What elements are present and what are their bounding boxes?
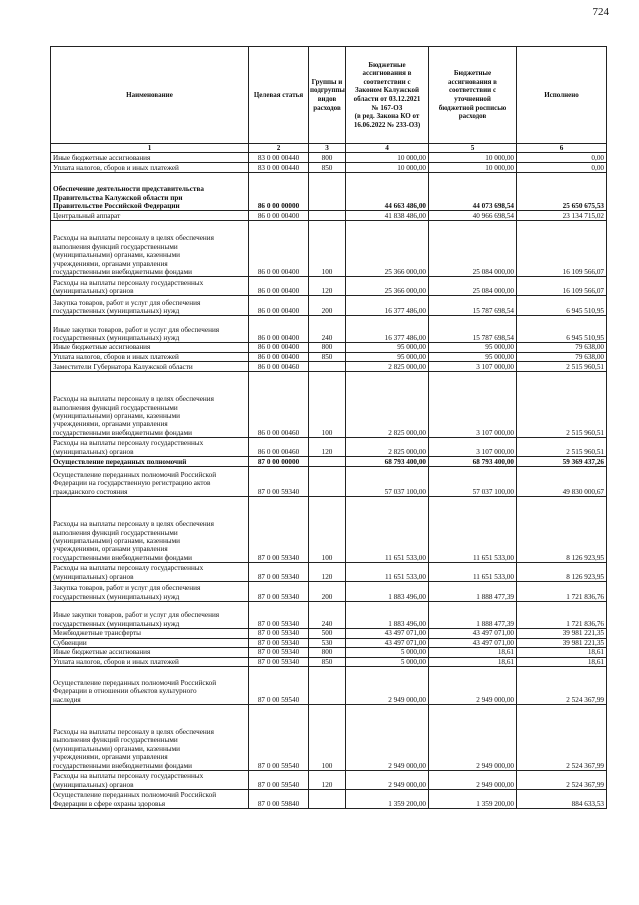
row-name-line: Обеспечение деятельности представительства [53,185,204,194]
row-name-line: Заместители Губернатора Калужской области [53,362,193,371]
table-body [51,144,607,809]
revised-amount-cell: 44 073 698,54 [429,173,517,211]
table-row [51,629,607,638]
header-target-article [249,47,309,144]
row-name-cell [51,457,249,467]
header-line: подгруппы [310,86,345,95]
row-name-line: Осуществление переданных полномочий [53,457,187,466]
approved-amount-cell: 1 883 496,00 [346,582,429,602]
row-name-cell [51,221,249,277]
row-name-line: государственных (муниципальных) нужд [53,619,180,628]
executed-amount-cell: 39 981 221,35 [517,629,607,638]
expense-group-cell: 240 [309,316,346,343]
expense-group-cell [309,211,346,221]
executed-amount-cell: 1 721 836,76 [517,582,607,602]
header-line: Исполнено [544,90,579,99]
row-name-line: государственных (муниципальных) нужд [53,307,180,315]
row-name-line: Уплата налогов, сборов и иных платежей [53,164,179,172]
row-name-line: Расходы на выплаты персоналу государственных [53,439,204,448]
row-name-line: Расходы на выплаты персоналу в целях обеспечения [53,520,214,529]
approved-amount-cell: 1 883 496,00 [346,602,429,629]
target-article-cell: 86 0 00 00400 [249,277,309,296]
row-name-cell [51,153,249,163]
approved-amount-cell: 10 000,00 [346,153,429,163]
row-name-line: государственными внебюджетными фондами [53,268,192,276]
row-name-line: (муниципальными) органами, казенными [53,412,181,420]
page-number: 724 [592,6,609,18]
expense-group-cell: 100 [309,705,346,771]
row-name-line: выполнения функций государственными [53,403,178,412]
revised-amount-cell: 1 888 477,39 [429,602,517,629]
row-name-line: государственных (муниципальных) нужд [53,592,180,601]
column-number: 5 [429,144,517,153]
executed-amount-cell: 16 109 566,07 [517,277,607,296]
executed-amount-cell: 2 515 960,51 [517,362,607,372]
approved-amount-cell: 2 825 000,00 [346,438,429,457]
revised-amount-cell: 10 000,00 [429,163,517,173]
row-name-line: Правительства Калужской области при [53,193,183,202]
column-number: 3 [309,144,346,153]
approved-amount-cell: 16 377 486,00 [346,296,429,316]
row-name-cell [51,705,249,771]
header-executed [517,47,607,144]
row-name-line: государственных (муниципальных) нужд [53,334,180,342]
approved-amount-cell: 2 949 000,00 [346,667,429,705]
approved-amount-cell: 5 000,00 [346,657,429,666]
row-name-line: Закупка товаров, работ и услуг для обеспечения [53,298,201,307]
column-number: 1 [51,144,249,153]
header-line: ассигнования в [362,69,412,78]
row-name-line: учреждениями, органами управления [53,545,168,554]
approved-amount-cell: 25 366 000,00 [346,277,429,296]
expense-group-cell: 800 [309,648,346,657]
row-name-cell [51,657,249,666]
expense-group-cell [309,667,346,705]
row-name-line: Расходы на выплаты персоналу в целях обеспечения [53,395,214,404]
expense-group-cell: 100 [309,497,346,563]
row-name-line: выполнения функций государственными [53,736,178,745]
row-name-cell [51,467,249,497]
revised-amount-cell: 2 949 000,00 [429,771,517,790]
approved-amount-cell: 95 000,00 [346,343,429,352]
row-name-cell [51,771,249,790]
approved-amount-cell: 95 000,00 [346,352,429,361]
row-name-cell [51,372,249,438]
executed-amount-cell: 1 721 836,76 [517,602,607,629]
row-name-cell [51,296,249,316]
executed-amount-cell: 2 515 960,51 [517,372,607,438]
header-row [51,47,607,144]
table-row [51,497,607,563]
revised-amount-cell: 1 888 477,39 [429,582,517,602]
row-name-line: Иные закупки товаров, работ и услуг для обеспечения [53,325,220,334]
target-article-cell: 86 0 00 00460 [249,438,309,457]
row-name-line: наследия [53,695,81,704]
target-article-cell: 87 0 00 59340 [249,629,309,638]
executed-amount-cell: 884 633,53 [517,790,607,809]
executed-amount-cell: 8 126 923,95 [517,563,607,582]
target-article-cell: 86 0 00 00460 [249,362,309,372]
column-number: 6 [517,144,607,153]
table-row [51,362,607,372]
header-approved-budget [346,47,429,144]
table-row [51,221,607,277]
approved-amount-cell: 43 497 071,00 [346,638,429,647]
table-row [51,705,607,771]
executed-amount-cell: 8 126 923,95 [517,497,607,563]
row-name-cell [51,211,249,221]
revised-amount-cell: 25 084 000,00 [429,277,517,296]
row-name-cell [51,629,249,638]
executed-amount-cell: 79 638,00 [517,343,607,352]
target-article-cell: 87 0 00 00000 [249,457,309,467]
row-name-cell [51,648,249,657]
table-row [51,163,607,173]
header-line: Группы и [311,77,343,86]
table-row [51,638,607,647]
header-line: уточненной [454,95,491,103]
expense-group-cell: 240 [309,602,346,629]
target-article-cell: 87 0 00 59340 [249,638,309,647]
row-name-cell [51,602,249,629]
table-row [51,173,607,211]
expense-group-cell: 850 [309,163,346,173]
row-name-line: государственными внебюджетными фондами [53,761,192,770]
header-line: 16.06.2022 № 233-ОЗ) [353,120,421,129]
column-number-row [51,144,607,153]
row-name-line: (муниципальных) органов [53,572,134,581]
expense-group-cell [309,362,346,372]
row-name-cell [51,497,249,563]
approved-amount-cell: 41 838 486,00 [346,211,429,221]
row-name-cell [51,667,249,705]
executed-amount-cell: 2 524 367,99 [517,667,607,705]
row-name-line: Закупка товаров, работ и услуг для обеспечения [53,584,201,593]
row-name-cell [51,163,249,173]
target-article-cell: 86 0 00 00400 [249,316,309,343]
approved-amount-cell: 2 949 000,00 [346,771,429,790]
expense-group-cell: 800 [309,343,346,352]
table-header [51,47,607,144]
target-article-cell: 87 0 00 59540 [249,667,309,705]
revised-amount-cell: 1 359 200,00 [429,790,517,809]
table-row [51,790,607,809]
expense-group-cell [309,790,346,809]
target-article-cell: 86 0 00 00400 [249,296,309,316]
revised-amount-cell: 3 107 000,00 [429,372,517,438]
target-article-cell: 86 0 00 00400 [249,352,309,361]
header-line: Целевая статья [253,90,304,99]
expense-group-cell: 120 [309,277,346,296]
table-row [51,667,607,705]
revised-amount-cell: 15 787 698,54 [429,296,517,316]
row-name-line: Расходы на выплаты персоналу в целях обеспечения [53,234,214,243]
executed-amount-cell: 6 945 510,95 [517,296,607,316]
row-name-line: государственными внебюджетными фондами [53,428,192,437]
target-article-cell: 86 0 00 00400 [249,221,309,277]
table-row [51,563,607,582]
row-name-line: Межбюджетные трансферты [53,629,141,638]
row-name-line: Правительстве Российской Федерации [53,202,180,210]
expense-group-cell: 200 [309,296,346,316]
table-row [51,657,607,666]
row-name-line: Расходы на выплаты персоналу государственных [53,564,204,573]
executed-amount-cell: 25 650 675,53 [517,173,607,211]
row-name-line: Иные закупки товаров, работ и услуг для обеспечения [53,611,220,620]
table-row [51,277,607,296]
table-row [51,771,607,790]
executed-amount-cell: 0,00 [517,163,607,173]
executed-amount-cell: 2 515 960,51 [517,438,607,457]
expense-group-cell [309,467,346,497]
executed-amount-cell: 49 830 000,67 [517,467,607,497]
executed-amount-cell: 0,00 [517,153,607,163]
target-article-cell: 86 0 00 00400 [249,343,309,352]
approved-amount-cell: 1 359 200,00 [346,790,429,809]
revised-amount-cell: 95 000,00 [429,352,517,361]
header-revised-budget [429,47,517,144]
table-row [51,316,607,343]
header-line: соответствии с [363,77,411,86]
approved-amount-cell: 11 651 533,00 [346,563,429,582]
row-name-line: (муниципальных) органов [53,447,134,456]
executed-amount-cell: 2 524 367,99 [517,705,607,771]
executed-amount-cell: 18,61 [517,657,607,666]
revised-amount-cell: 3 107 000,00 [429,438,517,457]
table-row [51,457,607,467]
approved-amount-cell: 5 000,00 [346,648,429,657]
column-number: 2 [249,144,309,153]
approved-amount-cell: 16 377 486,00 [346,316,429,343]
row-name-line: (муниципальными) органами, казенными [53,251,181,260]
row-name-line: Расходы на выплаты персоналу государственных [53,278,204,287]
approved-amount-cell: 2 825 000,00 [346,372,429,438]
target-article-cell: 83 0 00 00440 [249,153,309,163]
row-name-cell [51,343,249,352]
row-name-cell [51,638,249,647]
revised-amount-cell: 43 497 071,00 [429,629,517,638]
target-article-cell: 87 0 00 59340 [249,648,309,657]
table-row [51,211,607,221]
table-row [51,582,607,602]
revised-amount-cell: 18,61 [429,657,517,666]
row-name-line: Расходы на выплаты персоналу государственных [53,772,204,781]
approved-amount-cell: 11 651 533,00 [346,497,429,563]
row-name-line: Иные бюджетные ассигнования [53,648,151,657]
revised-amount-cell: 10 000,00 [429,153,517,163]
approved-amount-cell: 44 663 486,00 [346,173,429,211]
executed-amount-cell: 79 638,00 [517,352,607,361]
revised-amount-cell: 2 949 000,00 [429,705,517,771]
row-name-line: Федерации в отношении объектов культурного [53,687,197,696]
expense-group-cell [309,173,346,211]
header-line: № 167-ОЗ [371,103,403,112]
revised-amount-cell: 2 949 000,00 [429,667,517,705]
row-name-line: гражданского состояния [53,487,128,496]
revised-amount-cell: 68 793 400,00 [429,457,517,467]
expense-group-cell: 120 [309,771,346,790]
expense-group-cell: 100 [309,221,346,277]
target-article-cell: 83 0 00 00440 [249,163,309,173]
target-article-cell: 87 0 00 59340 [249,497,309,563]
header-line: видов [317,95,337,103]
revised-amount-cell: 57 037 100,00 [429,467,517,497]
row-name-line: Осуществление переданных полномочий Российской [53,678,217,687]
expense-group-cell [309,457,346,467]
header-line: Законом Калужской [355,86,419,95]
target-article-cell: 87 0 00 59340 [249,467,309,497]
row-name-line: Осуществление переданных полномочий Российской [53,471,217,479]
row-name-cell [51,790,249,809]
revised-amount-cell: 25 084 000,00 [429,221,517,277]
header-line: Бюджетные [368,60,406,69]
header-expense-group [309,47,346,144]
approved-amount-cell: 2 825 000,00 [346,362,429,372]
target-article-cell: 87 0 00 59340 [249,582,309,602]
row-name-line: Иные бюджетные ассигнования [53,154,151,162]
revised-amount-cell: 43 497 071,00 [429,638,517,647]
table-row [51,352,607,361]
target-article-cell: 86 0 00 00400 [249,211,309,221]
row-name-line: учреждениями, органами управления [53,753,168,762]
approved-amount-cell: 25 366 000,00 [346,221,429,277]
revised-amount-cell: 11 651 533,00 [429,497,517,563]
target-article-cell: 86 0 00 00000 [249,173,309,211]
revised-amount-cell: 15 787 698,54 [429,316,517,343]
row-name-line: Расходы на выплаты персоналу в целях обеспечения [53,727,214,736]
revised-amount-cell: 11 651 533,00 [429,563,517,582]
row-name-line: государственными внебюджетными фондами [53,553,192,562]
expense-group-cell: 120 [309,563,346,582]
revised-amount-cell: 18,61 [429,648,517,657]
table-row [51,296,607,316]
expense-group-cell: 200 [309,582,346,602]
row-name-line: (муниципальными) органами, казенными [53,744,181,753]
expense-group-cell: 500 [309,629,346,638]
approved-amount-cell: 43 497 071,00 [346,629,429,638]
row-name-line: (муниципальных) органов [53,287,134,295]
executed-amount-cell: 23 134 715,02 [517,211,607,221]
table-row [51,372,607,438]
budget-table [50,46,607,809]
expense-group-cell: 530 [309,638,346,647]
row-name-cell [51,277,249,296]
revised-amount-cell: 40 966 698,54 [429,211,517,221]
row-name-cell [51,173,249,211]
target-article-cell: 87 0 00 59540 [249,771,309,790]
table-row [51,438,607,457]
expense-group-cell: 850 [309,657,346,666]
row-name-cell [51,563,249,582]
revised-amount-cell: 3 107 000,00 [429,362,517,372]
executed-amount-cell: 18,61 [517,648,607,657]
expense-group-cell: 800 [309,153,346,163]
table-row [51,343,607,352]
table-row [51,648,607,657]
table-row [51,153,607,163]
header-line: бюджетной росписью [438,103,507,112]
row-name-line: учреждениями, органами управления [53,420,168,429]
row-name-line: учреждениями, органами управления [53,259,168,268]
header-line: ассигнования в [448,77,497,86]
executed-amount-cell: 39 981 221,35 [517,638,607,647]
row-name-line: Федерации на государственную регистрацию актов [53,479,211,488]
approved-amount-cell: 57 037 100,00 [346,467,429,497]
row-name-line: (муниципальными) органами, казенными [53,537,181,545]
target-article-cell: 87 0 00 59340 [249,657,309,666]
row-name-cell [51,352,249,361]
expense-group-cell: 100 [309,372,346,438]
target-article-cell: 87 0 00 59840 [249,790,309,809]
header-line: Наименование [126,90,173,99]
row-name-cell [51,582,249,602]
column-number: 4 [346,144,429,153]
header-name [51,47,249,144]
row-name-line: Иные бюджетные ассигнования [53,343,151,352]
approved-amount-cell: 10 000,00 [346,163,429,173]
executed-amount-cell: 59 369 437,26 [517,457,607,467]
header-line: области от 03.12.2021 [353,95,421,103]
header-line: соответствии с [448,86,497,95]
row-name-line: Уплата налогов, сборов и иных платежей [53,352,179,361]
row-name-line: Осуществление переданных полномочий Российской [53,791,217,800]
target-article-cell: 87 0 00 59540 [249,705,309,771]
row-name-line: Субвенции [53,638,87,647]
expense-group-cell: 850 [309,352,346,361]
row-name-line: выполнения функций государственными [53,528,178,537]
table-row [51,602,607,629]
header-line: расходов [313,103,341,112]
approved-amount-cell: 68 793 400,00 [346,457,429,467]
table-row [51,467,607,497]
approved-amount-cell: 2 949 000,00 [346,705,429,771]
executed-amount-cell: 2 524 367,99 [517,771,607,790]
row-name-cell [51,316,249,343]
row-name-cell [51,362,249,372]
row-name-cell [51,438,249,457]
row-name-line: Уплата налогов, сборов и иных платежей [53,657,179,666]
target-article-cell: 87 0 00 59340 [249,602,309,629]
header-line: (в ред. Закона КО от [354,112,420,121]
row-name-line: (муниципальных) органов [53,780,134,789]
header-line: Бюджетные [453,69,492,78]
executed-amount-cell: 16 109 566,07 [517,221,607,277]
row-name-line: Федерации в сфере охраны здоровья [53,799,166,808]
target-article-cell: 86 0 00 00460 [249,372,309,438]
expense-group-cell: 120 [309,438,346,457]
header-line: расходов [458,112,487,121]
target-article-cell: 87 0 00 59340 [249,563,309,582]
revised-amount-cell: 95 000,00 [429,343,517,352]
row-name-line: выполнения функций государственными [53,242,178,251]
executed-amount-cell: 6 945 510,95 [517,316,607,343]
row-name-line: Центральный аппарат [53,212,121,220]
